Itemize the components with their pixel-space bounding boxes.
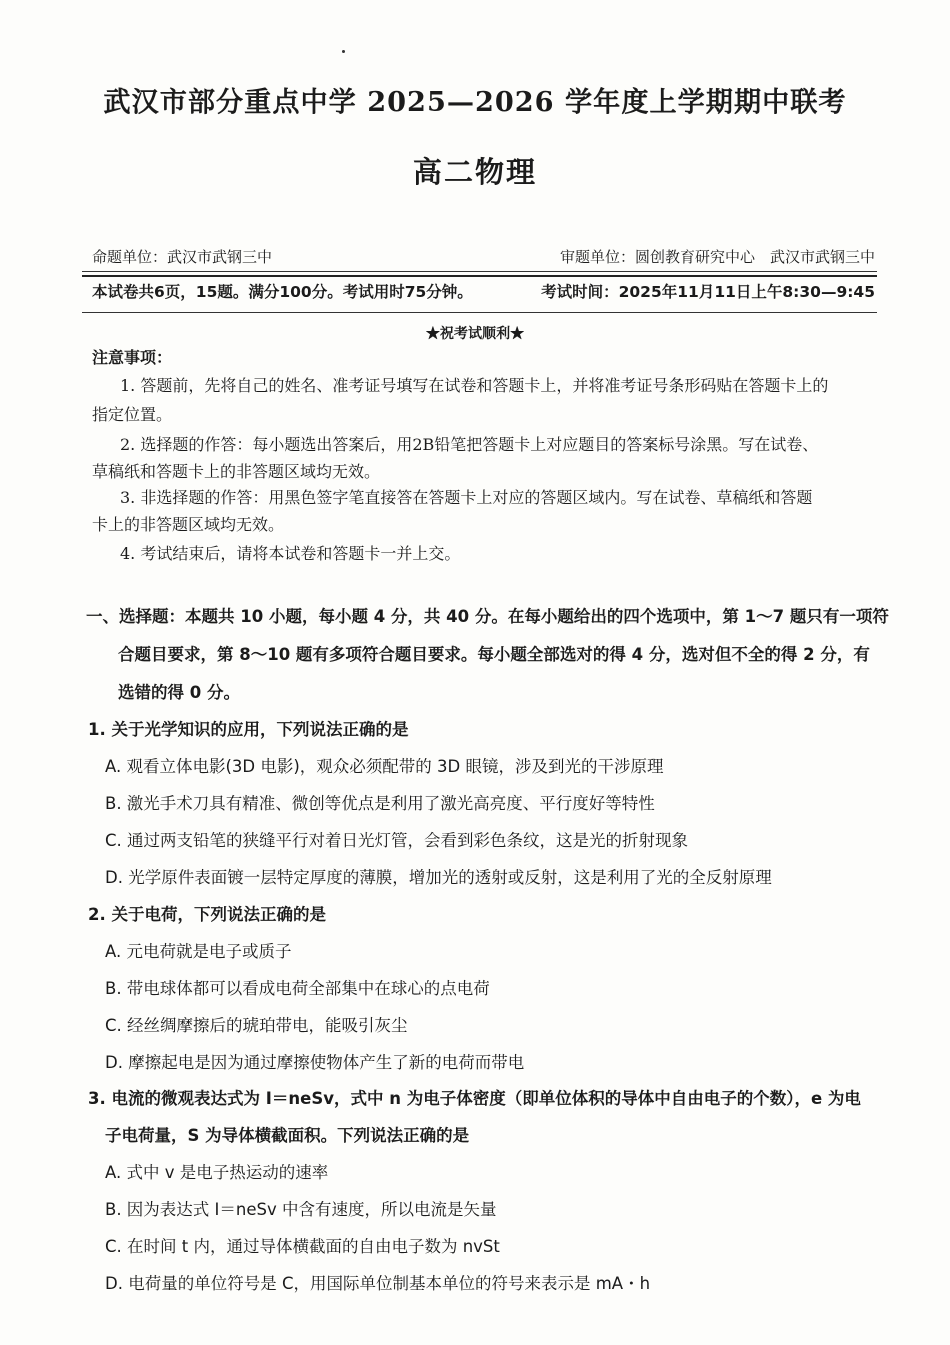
exam-info: 本试卷共6页，15题。满分100分。考试用时75分钟。 [92, 283, 473, 301]
note-line: 草稿纸和答题卡上的非答题区域均无效。 [92, 462, 381, 481]
reviewer-unit: 审题单位：圆创教育研究中心 武汉市武钢三中 [559, 248, 875, 266]
option-a: A. 观看立体电影(3D 电影)，观众必须配带的 3D 眼镜，涉及到光的干涉原理 [105, 757, 664, 776]
option-d: D. 光学原件表面镀一层特定厚度的薄膜，增加光的透射或反射，这是利用了光的全反射原理 [105, 868, 772, 887]
good-luck-banner: ★祝考试顺利★ [425, 326, 525, 342]
option-d: D. 电荷量的单位符号是 C，用国际单位制基本单位的符号来表示是 mA・h [105, 1274, 651, 1293]
section-heading: 一、选择题：本题共 10 小题，每小题 4 分，共 40 分。在每小题给出的四个选项中，第 1～7 题只有一项符 [86, 607, 889, 626]
notes-heading: 注意事项： [92, 348, 173, 367]
option-c: C. 在时间 t 内，通过导体横截面的自由电子数为 nvSt [105, 1237, 500, 1256]
option-b: B. 激光手术刀具有精准、微创等优点是利用了激光高亮度、平行度好等特性 [105, 794, 655, 813]
option-b: B. 因为表达式 I＝neSv 中含有速度，所以电流是矢量 [105, 1200, 497, 1219]
setter-unit: 命题单位：武汉市武钢三中 [92, 248, 273, 266]
option-c: C. 经丝绸摩擦后的琥珀带电，能吸引灰尘 [105, 1016, 408, 1035]
exam-subject: 高二物理 [412, 155, 538, 189]
header-rule-top [82, 271, 877, 272]
option-a: A. 式中 v 是电子热运动的速率 [105, 1163, 329, 1182]
exam-title: 武汉市部分重点中学 2025—2026 学年度上学期期中联考 [103, 86, 847, 118]
note-line: 4. 考试结束后，请将本试卷和答题卡一并上交。 [120, 544, 461, 563]
scan-speck [342, 50, 345, 53]
info-rule [82, 312, 877, 313]
question-stem: 2. 关于电荷，下列说法正确的是 [88, 905, 326, 924]
note-line: 2. 选择题的作答：每小题选出答案后，用2B铅笔把答题卡上对应题目的答案标号涂黑。写在试卷、 [120, 435, 819, 454]
question-stem: 1. 关于光学知识的应用，下列说法正确的是 [88, 720, 409, 739]
option-c: C. 通过两支铅笔的狭缝平行对着日光灯管，会看到彩色条纹，这是光的折射现象 [105, 831, 689, 850]
note-line: 3. 非选择题的作答：用黑色签字笔直接答在答题卡上对应的答题区域内。写在试卷、草稿纸和答题 [120, 488, 813, 507]
option-a: A. 元电荷就是电子或质子 [105, 942, 292, 961]
section-heading-cont: 合题目要求，第 8～10 题有多项符合题目要求。每小题全部选对的得 4 分，选对但不全的得 2 分，有 [118, 645, 870, 664]
question-stem-cont: 子电荷量，S 为导体横截面积。下列说法正确的是 [105, 1126, 470, 1145]
header-rule-bottom [82, 275, 877, 277]
note-line: 卡上的非答题区域均无效。 [92, 515, 285, 534]
section-heading-cont: 选错的得 0 分。 [118, 683, 240, 702]
option-b: B. 带电球体都可以看成电荷全部集中在球心的点电荷 [105, 979, 490, 998]
note-line: 指定位置。 [92, 405, 173, 424]
question-stem: 3. 电流的微观表达式为 I＝neSv，式中 n 为电子体密度（即单位体积的导体中自由电子的个数），e 为电 [88, 1089, 861, 1108]
option-d: D. 摩擦起电是因为通过摩擦使物体产生了新的电荷而带电 [105, 1053, 525, 1072]
exam-time: 考试时间：2025年11月11日上午8:30—9:45 [541, 283, 875, 301]
note-line: 1. 答题前，先将自己的姓名、准考证号填写在试卷和答题卡上，并将准考证号条形码贴在答题卡上的 [120, 376, 829, 395]
